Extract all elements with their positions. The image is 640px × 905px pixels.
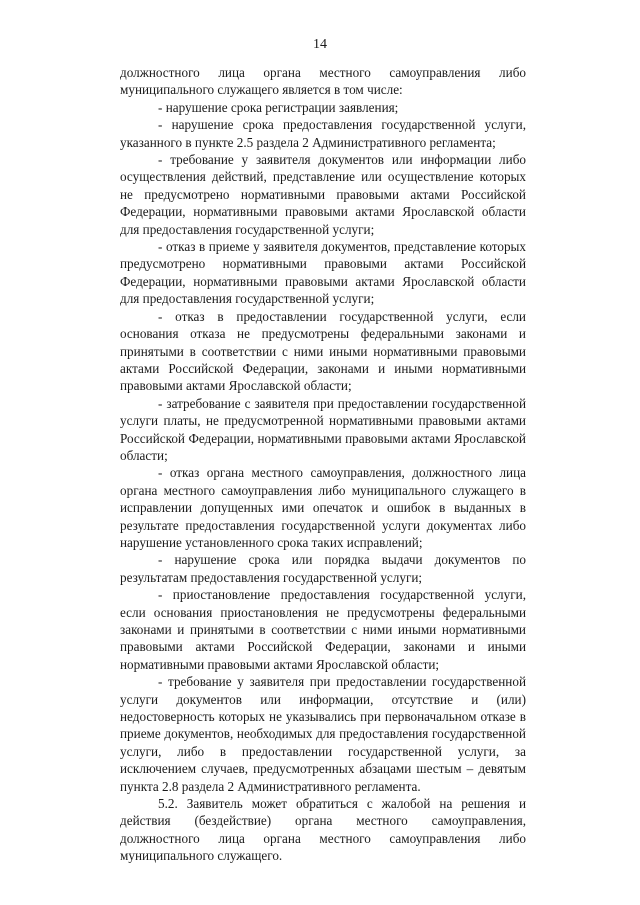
section-paragraph: 5.2. Заявитель может обратиться с жалобой на решения и действия (бездействие) органа местного самоуправления, должностного лица органа местного самоуправления либо муниципального служащего. (120, 796, 526, 864)
paragraph-continuation: должностного лица органа местного самоуправления либо муниципального служащего является в том числе: (120, 65, 526, 98)
document-body (120, 64, 526, 865)
list-item: - требование у заявителя при предоставлении государственной услуги документов или информации, отсутствие и (или) недостоверность которых не указывались при первоначальном отказе в приеме документов, необходимых для предоставления государственной услуги, либо в предоставлении государственной услуги, за исключением случаев, предусмотренных абзацами шестым – девятым пункта 2.8 раздела 2 Административного регламента. (120, 674, 526, 794)
list-item: - нарушение срока предоставления государственной услуги, указанного в пункте 2.5 раздела 2 Административного регламента; (120, 117, 526, 150)
list-item: - затребование с заявителя при предоставлении государственной услуги платы, не предусмотренной нормативными правовыми актами Российской Федерации, нормативными правовыми актами Ярославской области; (120, 395, 526, 463)
list-item: - отказ в приеме у заявителя документов, представление которых предусмотрено нормативными правовыми актами Российской Федерации, нормативными правовыми актами Ярославской области для предоставления государственной услуги; (120, 239, 526, 307)
list-item: - нарушение срока или порядка выдачи документов по результатам предоставления государственной услуги; (120, 552, 526, 585)
list-item: - приостановление предоставления государственной услуги, если основания приостановления не предусмотрены федеральными законами и принятыми в соответствии с ними иными нормативными правовыми актами Российской Федерации, законами и иными нормативными правовыми актами Ярославской области; (120, 587, 526, 672)
list-item: - отказ органа местного самоуправления, должностного лица органа местного самоуправления либо муниципального служащего в исправлении допущенных ими опечаток и ошибок в выданных в результате предоставления государственной услуги документах либо нарушение установленного срока таких исправлений; (120, 465, 526, 550)
page-number: 14 (313, 37, 327, 52)
list-item: - отказ в предоставлении государственной услуги, если основания отказа не предусмотрены федеральными законами и принятыми в соответствии с ними иными нормативными правовыми актами Российской Федерации, законами и иными нормативными правовыми актами Ярославской области; (120, 308, 526, 394)
list-item: - требование у заявителя документов или информации либо осуществления действий, представление или осуществление которых не предусмотрено нормативными правовыми актами Российской Федерации, нормативными правовыми актами Ярославской области для предоставления государственной услуги; (120, 152, 526, 237)
list-item: - нарушение срока регистрации заявления; (158, 99, 399, 115)
